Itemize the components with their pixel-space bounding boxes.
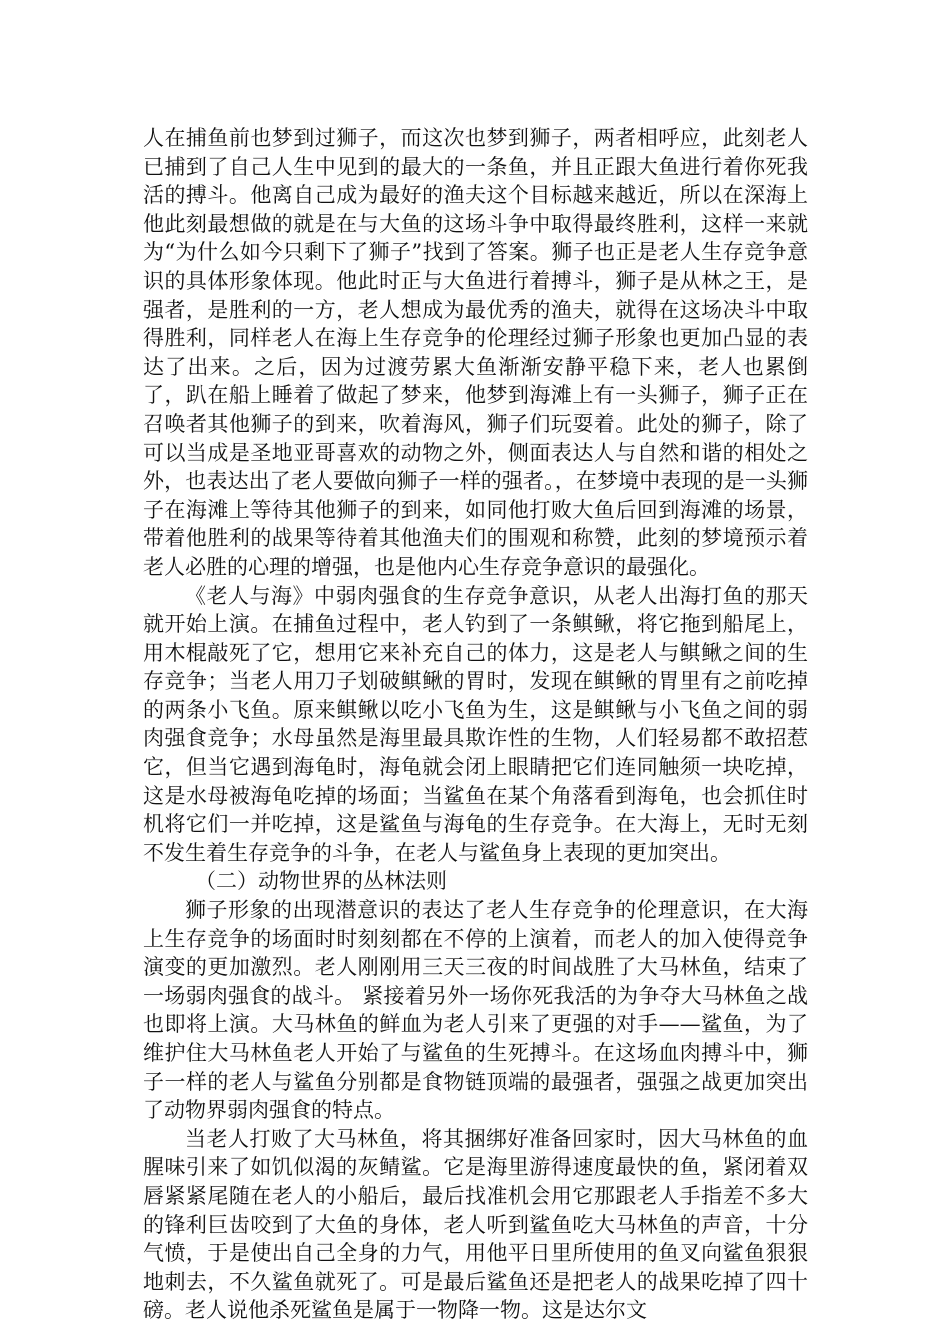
body-paragraph-2: 《老人与海》中弱肉强食的生存竞争意识，从老人出海打鱼的那天就开始上演。在捕鱼过程中，老人钓到了一条鲯鳅，将它拖到船尾上，用木棍敲死了它，想用它来补充自己的体力，这是老人与鲯鳅之间的生存竞争；当老人用刀子划破鲯鳅的胃时，发现在鲯鳅的胃里有之前吃掉的两条小飞鱼。原来鲯鳅以吃小飞鱼为生，这是鲯鳅与小飞鱼之间的弱肉强食竞争；水母虽然是海里最具欺诈性的生物，人们轻易都不敢招惹它，但当它遇到海龟时，海龟就会闭上眼睛把它们连同触须一块吃掉，这是水母被海龟吃掉的场面；当鲨鱼在某个角落看到海龟，也会抓住时机将它们一并吃掉，这是鲨鱼与海龟的生存竞争。在大海上，无时无刻不发生着生存竞争的斗争，在老人与鲨鱼身上表现的更加突出。 [143,583,808,865]
body-paragraph-3: 狮子形象的出现潜意识的表达了老人生存竞争的伦理意识，在大海上生存竞争的场面时时刻刻都在不停的上演着，而老人的加入使得竞争演变的更加激烈。老人刚刚用三天三夜的时间战胜了大马林鱼，结束了一场弱肉强食的战斗。 紧接着另外一场你死我活的为争夺大马林鱼之战也即将上演。大马林鱼的鲜血为老人引来了更强的对手——鲨鱼，为了维护住大马林鱼老人开始了与鲨鱼的生死搏斗。在这场血肉搏斗中，狮子一样的老人与鲨鱼分别都是食物链顶端的最强者，强强之战更加突出了动物界弱肉强食的特点。 [143,898,808,1123]
body-paragraph-1: 人在捕鱼前也梦到过狮子，而这次也梦到狮子，两者相呼应，此刻老人已捕到了自己人生中见到的最大的一条鱼，并且正跟大鱼进行着你死我活的搏斗。他离自己成为最好的渔夫这个目标越来越近，所以在深海上他此刻最想做的就是在与大鱼的这场斗争中取得最终胜利，这样一来就为“为什么如今只剩下了狮子”找到了答案。狮子也正是老人生存竞争意识的具体形象体现。他此时正与大鱼进行着搏斗，狮子是从林之王，是强者，是胜利的一方，老人想成为最优秀的渔夫，就得在这场决斗中取得胜利，同样老人在海上生存竞争的伦理经过狮子形象也更加凸显的表达了出来。之后，因为过渡劳累大鱼渐渐安静平稳下来，老人也累倒了，趴在船上睡着了做起了梦来，他梦到海滩上有一头狮子，狮子正在召唤者其他狮子的到来，吹着海风，狮子们玩耍着。此处的狮子，除了可以当成是圣地亚哥喜欢的动物之外，侧面表达人与自然和谐的相处之外，也表达出了老人要做向狮子一样的强者。，在梦境中表现的是一头狮子在海滩上等待其他狮子的到来，如同他打败大鱼后回到海滩的场景，带着他胜利的战果等待着其他渔夫们的围观和称赞，此刻的梦境预示着老人必胜的心理的增强，也是他内心生存竞争意识的最强化。 [143,126,808,579]
section-heading: （二）动物世界的丛林法则 [195,869,447,894]
document-page [143,124,808,1325]
body-paragraph-4: 当老人打败了大马林鱼，将其捆绑好准备回家时，因大马林鱼的血腥味引来了如饥似渴的灰鲭鲨。它是海里游得速度最快的鱼，紧闭着双唇紧紧尾随在老人的小船后，最后找准机会用它那跟老人手指差不多大的锋利巨齿咬到了大鱼的身体，老人听到鲨鱼吃大马林鱼的声音，十分气愤，于是使出自己全身的力气，用他平日里所使用的鱼叉向鲨鱼狠狠地刺去，不久鲨鱼就死了。可是最后鲨鱼还是把老人的战果吃掉了四十磅。老人说他杀死鲨鱼是属于一物降一物。这是达尔文 [143,1126,808,1323]
